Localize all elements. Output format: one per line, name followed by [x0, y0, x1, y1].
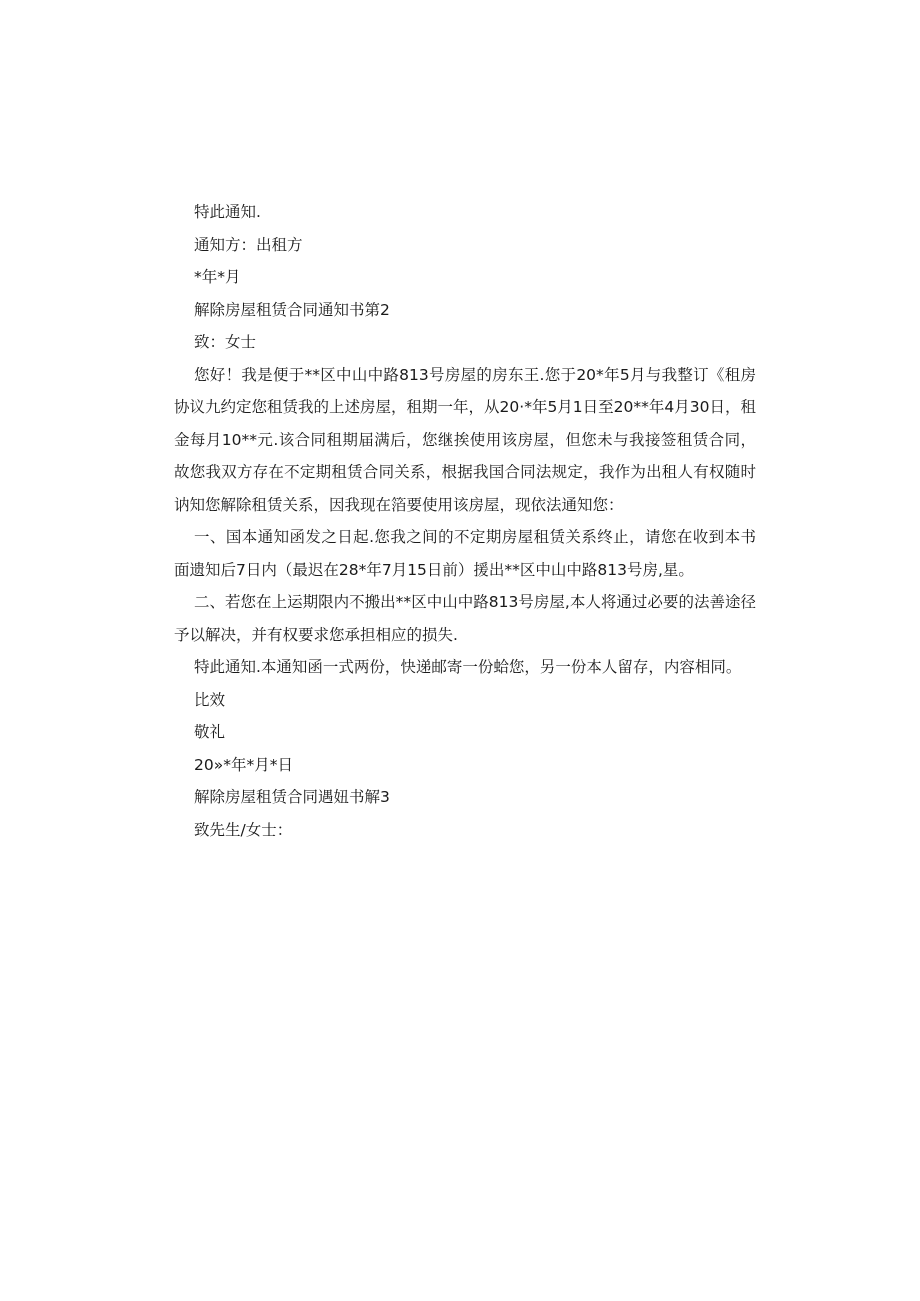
body-paragraph: 您好！我是便于**区中山中路813号房屋的房东王.您于20*年5月与我整订《租房协议九约定您租赁我的上述房屋，租期一年，从20·*年5月1日至20**年4月30日，租金每月10**元.该合同租期届满后，您继挨使用该房屋，但您未与我接签租赁合同，故您我双方存在不定期租赁合同关系，根据我国合同法规定，我作为出租人有权随时讷知您解除租赁关系，因我现在箔要使用该房屋，现依法通知您：: [174, 365, 756, 514]
closing-line: 比效: [194, 690, 226, 709]
document-body: [174, 196, 756, 846]
section-title: 解除房屋租赁合同遇妞书解3: [194, 788, 390, 806]
body-paragraph: 一、国本通知函发之日起.您我之间的不定期房屋租赁关系终止，请您在收到本书面遗知后7日内（最迟在28*年7月15日前）援出**区中山中路813号房,星。: [174, 528, 756, 579]
notice-line: 特此通知.: [194, 203, 261, 221]
salutation: 致：女士: [194, 333, 257, 351]
body-paragraph: 二、若您在上运期限内不搬出**区中山中路813号房屋,本人将通过必要的法善途径予以解决，并有权要求您承担相应的损失.: [174, 593, 756, 644]
notifier-line: 通知方：出租方: [194, 235, 303, 254]
salutation: 致先生/女士：: [194, 820, 293, 839]
date-line: *年*月: [194, 268, 241, 286]
signature-date: 20»*年*月*日: [194, 755, 293, 774]
section-title: 解除房屋租赁合同通知书第2: [194, 300, 390, 319]
body-paragraph: 特此通知.本通知函一式两份，快递邮寄一份蛤您，另一份本人留存，内容相同。: [194, 658, 742, 676]
closing-regards: 敬礼: [194, 723, 226, 741]
